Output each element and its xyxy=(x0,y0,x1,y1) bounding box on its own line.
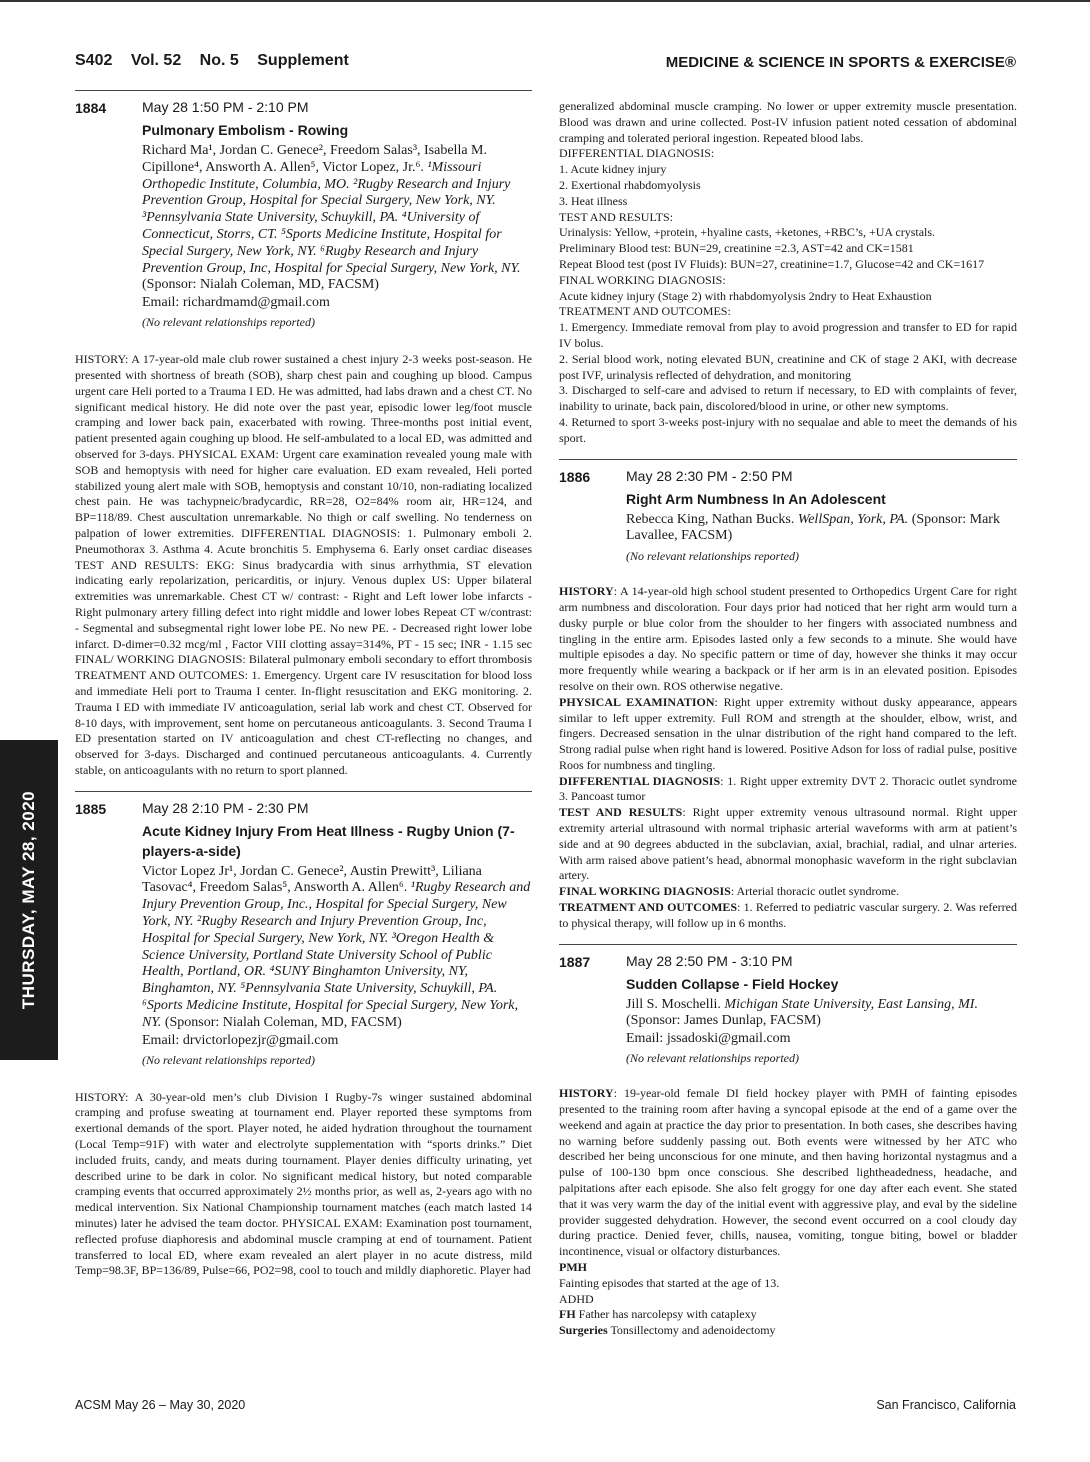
continuation-line: FINAL WORKING DIAGNOSIS: xyxy=(559,272,726,287)
affiliations: Michigan State University, East Lansing, MI. xyxy=(724,996,978,1012)
section-text: ADHD xyxy=(559,1291,594,1306)
abstract-1886-body xyxy=(559,584,1017,932)
continuation-line: 4. Returned to sport 3-weeks post-injury with no sequalae and able to meet the demands of his sport. xyxy=(559,414,1017,445)
abstract-title: Pulmonary Embolism - Rowing xyxy=(142,122,349,138)
sponsor: (Sponsor: Nialah Coleman, MD, FACSM) xyxy=(142,277,379,293)
sponsor: (Sponsor: Mark Lavallee, FACSM) xyxy=(626,511,1000,544)
body-section xyxy=(559,884,1017,900)
continuation-line: Repeat Blood test (post IV Fluids): BUN=27, creatinine=1.7, Glucose=42 and CK=1617 xyxy=(559,256,985,271)
section-text: Fainting episodes that started at the age of 13. xyxy=(559,1275,780,1290)
author-list: Richard Ma¹, Jordan C. Genece², Freedom Salas³, Isabella M. Cipillone⁴, Answorth A. Allen⁵, Victor Lopez, Jr.⁶. xyxy=(142,143,487,175)
section-text: : Right upper extremity without dusky appearance, appears similar to left upper extremity. Full ROM and strength at the shoulder, elbow, wrist, and fingers. Decreased sensation in the ulnar distribution of the right hand compared to the left. Strong radial pulse when right hand is lowered. Positive Adson for loss of radial pulse, positive Roos for numbness and tingling. xyxy=(559,694,1018,772)
top-border xyxy=(0,0,1090,2)
section-label: Surgeries xyxy=(559,1323,608,1338)
date-side-tab xyxy=(0,740,58,1060)
continuation-line: Acute kidney injury (Stage 2) with rhabdomyolysis 2ndry to Heat Exhaustion xyxy=(559,288,932,303)
section-text: : Arterial thoracic outlet syndrome. xyxy=(730,884,900,899)
section-label: HISTORY xyxy=(559,584,614,599)
continuation-line: Preliminary Blood test: BUN=29, creatinine =2.3, AST=42 and CK=1581 xyxy=(559,241,914,256)
section-label: PMH xyxy=(559,1260,587,1275)
sponsor: (Sponsor: Nialah Coleman, MD, FACSM) xyxy=(164,1014,402,1030)
section-text: Father has narcolepsy with cataplexy xyxy=(575,1307,757,1322)
continuation-line: generalized abdominal muscle cramping. No lower or upper extremity muscle presentation. Blood was drawn and urine collected. Post-IV infusion patient noted cessation of abdominal cramping and tolerated perioral ingestion. Repeated blood labs. xyxy=(559,99,1017,145)
section-text: : 1. Referred to pediatric vascular surgery. 2. Was referred to physical therapy, will follow up in 6 months. xyxy=(559,900,1017,930)
section-text: : A 14-year-old high school student presented to Orthopedics Urgent Care for right arm numbness and discoloration. Four days prior had noticed that her right arm would turn a dusky purple or blue color from the shoulder to her fingers with associated numbness and tingling in the entire arm. Episodes lasted only a few seconds to a minute. She would have multiple episodes a day. No specific pattern or time of day, however she thinks it may occur more frequently while wearing a backpack or if her arm is in an elevated position. Episodes resolve on their own. ROS otherwise negative. xyxy=(559,584,1017,693)
abstract-time: May 28 2:10 PM - 2:30 PM xyxy=(142,799,309,816)
affiliations: ¹Missouri Orthopedic Institute, Columbia, MO. ²Rugby Research and Injury Prevention Group, Hospital for Special Surgery, New York, NY. ³Pennsylvania State University, Schuykill, PA. ⁴University of Connecticut, Storrs, CT. ⁵Sports Medicine Institute, Hospital for Special Surgery, New York, NY. ⁶Rugby Research and Injury Prevention Group, Inc, Hospital for Special Surgery, New York, NY. xyxy=(142,159,521,276)
body-section xyxy=(559,1276,1017,1292)
footer-location: San Francisco, California xyxy=(876,1398,1016,1412)
section-label: PHYSICAL EXAMINATION xyxy=(559,694,715,709)
continuation-line: 3. Discharged to self-care and advised to return if necessary, to ED with complaints of fever, inability to urinate, back pain, discolored/blood in urine, or other new symptoms. xyxy=(559,383,1017,414)
affiliations: ¹Rugby Research and Injury Prevention Group, Inc., Hospital for Special Surgery, New York, NY. ²Rugby Research and Injury Prevention Group, Inc, Hospital for Special Surgery, New York, NY. ³Oregon Health & Science University, Portland State University School of Public Health, Portland, OR. ⁴SUNY Binghamton University, NY, Binghamton, NY. ⁵Pennsylvania State University, Schuykill, PA. ⁶Sports Medicine Institute, Hospital for Special Surgery, New York, NY. xyxy=(142,880,531,1030)
disclosure-note: (No relevant relationships reported) xyxy=(626,549,799,564)
body-section xyxy=(559,900,1017,932)
continuation-line: DIFFERENTIAL DIAGNOSIS: xyxy=(559,146,715,161)
section-label: TEST AND RESULTS xyxy=(559,805,683,820)
sponsor: (Sponsor: James Dunlap, FACSM) xyxy=(626,1013,821,1029)
body-section xyxy=(559,584,1017,695)
section-label: FH xyxy=(559,1307,576,1322)
continuation-line: Urinalysis: Yellow, +protein, +hyaline casts, +ketones, +RBC’s, +UA crystals. xyxy=(559,225,936,240)
abstract-number: 1884 xyxy=(75,100,107,116)
left-column xyxy=(75,90,532,1279)
abstract-authors xyxy=(142,864,532,1032)
abstract-number: 1887 xyxy=(559,953,591,970)
abstract-1884-header xyxy=(75,99,532,330)
body-section xyxy=(559,1086,1017,1260)
author-email: Email: richardmamd@gmail.com xyxy=(142,295,330,311)
abstract-1885-continuation xyxy=(559,99,1017,447)
right-column xyxy=(559,99,1017,1339)
author-list: Rebecca King, Nathan Bucks. xyxy=(626,511,795,527)
continuation-line: TREATMENT AND OUTCOMES: xyxy=(559,304,731,319)
body-section xyxy=(559,695,1017,774)
page-number: S402 xyxy=(75,52,113,69)
abstract-1887-body xyxy=(559,1086,1017,1339)
body-section xyxy=(559,774,1017,806)
body-section xyxy=(559,1260,1017,1276)
side-tab-date: THURSDAY, MAY 28, 2020 xyxy=(19,790,38,1010)
abstract-authors xyxy=(626,512,1017,546)
section-text: Tonsillectomy and adenoidectomy xyxy=(607,1323,776,1338)
abstract-1884-body: HISTORY: A 17-year-old male club rower sustained a chest injury 2-3 weeks post-season. He presented with shortness of breath (SOB), sharp chest pain and coughing up blood. Campus urgent care Heli ported to a Trauma I ED. He was admitted, had labs drawn and a chest CT. No significant medical history. He did note over the past year, episodic lower leg/foot muscle cramping and lower back pain, exacerbated with rowing. Three-months post initial event, patient presented again coughing up blood. He self-ambulated to a local ED, was admitted and observed for 3-days. PHYSICAL EXAM: Urgent care examination revealed young male with SOB and hemoptysis with need for higher care evaluation. ED exam revealed, Heli ported stabilized young alert male with SOB, hemoptysis and constant 10/10, non-radiating localized chest pain. He was tachypneic/bradycardic, RR=28, O2=84% room air, HR=124, and BP=118/89. Chest auscultation unremarkable. No thigh or calf swelling. No tenderness on palpation of lower extremities. DIFFERENTIAL DIAGNOSIS: 1. Pulmonary emboli 2. Pneumothorax 3. Asthma 4. Acute bronchitis 5. Emphysema 6. Early onset cardiac diseases TEST AND RESULTS: EKG: Sinus bradycardia with sinus arrhythmia, ST elevation indicating early repolarization, pericarditis, or injury. Venous duplex US: Upper bilateral extremities was unremarkable. Chest CT w/ contrast: - Right and Left lower lobe infarcts - Right pulmonary artery filling defect into right middle and lower lobes Repeat CT w/contrast: - Segmental and subsegmental right lower lobe PE. No new PE. - Decreased right lower lobe infarct. D-dimer=0.32 mcg/ml , Factor VIII clotting assay=314%, PT - 15 sec; INR - 1.15 sec FINAL/ WORKING DIAGNOSIS: Bilateral pulmonary emboli secondary to effort thrombosis TREATMENT AND OUTCOMES: 1. Emergency. Urgent care IV resuscitation for blood loss and immediate Heli port to Trauma I center. In-flight resuscitation and EKG monitoring. 2. Trauma I ED with immediate IV anticoagulation, serial lab work and chest CT. Observed for 8-10 days, with improvement, sent home on percutaneous anticoagulants. 3. Second Trauma I ED presentation started on IV anticoagulation and chest CT-reflecting no changes, and observed for 3-days. Discharged and continued percutaneous anticoagulants. 4. Currently stable, on anticoagulants with no return to sport planned. xyxy=(75,352,532,777)
abstract-authors xyxy=(626,997,1017,1031)
continuation-line: 1. Emergency. Immediate removal from play to avoid progression and transfer to ED for rapid IV bolus. xyxy=(559,320,1017,350)
running-header-left xyxy=(75,52,363,70)
abstract-time: May 28 2:30 PM - 2:50 PM xyxy=(626,467,793,484)
abstract-number: 1886 xyxy=(559,468,591,485)
disclosure-note: (No relevant relationships reported) xyxy=(142,1052,315,1067)
disclosure-note: (No relevant relationships reported) xyxy=(142,315,315,330)
abstract-divider xyxy=(559,944,1017,945)
abstract-1887-header xyxy=(559,953,1017,1067)
section-label: DIFFERENTIAL DIAGNOSIS xyxy=(559,773,721,788)
continuation-line: TEST AND RESULTS: xyxy=(559,209,674,224)
author-list: Victor Lopez Jr¹, Jordan C. Genece², Austin Prewitt³, Liliana Tasovac⁴, Freedom Salas⁵, Answorth A. Allen⁶. xyxy=(142,863,482,896)
abstract-number: 1885 xyxy=(75,800,107,817)
abstract-divider xyxy=(559,459,1017,460)
body-section xyxy=(559,1292,1017,1308)
abstract-divider xyxy=(75,90,532,91)
abstract-1885-header xyxy=(75,800,532,1068)
abstract-time: May 28 2:50 PM - 3:10 PM xyxy=(626,952,793,969)
body-section xyxy=(559,1307,1017,1323)
abstract-divider xyxy=(75,791,532,792)
footer-conference: ACSM May 26 – May 30, 2020 xyxy=(75,1398,246,1412)
abstract-title: Acute Kidney Injury From Heat Illness - Rugby Union (7-players-a-side) xyxy=(142,822,515,859)
abstract-1885-body: HISTORY: A 30-year-old men’s club Division I Rugby-7s winger sustained abdominal cramping and profuse sweating at tournament end. Player reported these symptoms from exertional demands of the sport. Player noted, he aided hydration throughout the tournament (Local Temp=91F) with water and electrolyte supplementation with “sports drinks.” Diet included fruits, candy, and meats during tournament. Player denies difficulty urinating, yet described urine to be dark in color. No significant medical history, but noted comparable cramping events that occurred approximately 2½ months prior, as well as, 2-years ago with no medical intervention. Six National Championship tournament matches (each match lasted 14 minutes) later he advised the team doctor. PHYSICAL EXAM: Examination post tournament, reflected profuse diaphoresis and abdominal muscle cramping at end of tournament. Patient transferred to local ED, where exam revealed an alert player in no acute distress, mild Temp=98.3F, BP=136/89, Pulse=66, PO2=98, cool to touch and mildly diaphoretic. Player had xyxy=(75,1089,532,1278)
section-text: : 19-year-old female DI field hockey player with PMH of fainting episodes presented to the training room after having a syncopal episode at the end of a game over the weekend and again at practice the day prior to presentation. In both cases, she describes having no warning before suddenly passing out. Both events were witnessed by her ATC who described her being unconscious for one minute, and then having horizontal nystagmus and a pulse of 100-130 bpm once conscious. She described lightheadedness, headache, and palpitations after each episode. She also felt groggy for one day after each event. She stated that it was very warm the day of the initial event with aggressive play, and eval by the sideline provider suggested dehydration. However, the second event occurred on a cool cloudy day during practice. Denied fever, chills, nausea, vomiting, tongue biting, bowel or bladder incontinence, visual or olfactory disturbances. xyxy=(559,1086,1017,1259)
section-label: TREATMENT AND OUTCOMES xyxy=(559,900,738,915)
body-section xyxy=(559,805,1017,884)
section-label: FINAL WORKING DIAGNOSIS xyxy=(559,884,731,899)
body-section xyxy=(559,1323,1017,1339)
author-list: Jill S. Moschelli. xyxy=(626,996,721,1012)
journal-title: MEDICINE & SCIENCE IN SPORTS & EXERCISE® xyxy=(665,54,1016,71)
section-text: : Right upper extremity venous ultrasound normal. Right upper extremity arterial ultrasound with normal triphasic arterial waveforms with arm at patient’s side and at 90 degrees abducted in the subclavian, axial, brachial, radial, and ulnar arteries. With arm raised above patient’s head, abnormal monophasic waveform in the right subclavian artery. xyxy=(559,805,1017,883)
section-label: HISTORY xyxy=(559,1086,614,1101)
author-email: Email: jssadoski@gmail.com xyxy=(626,1031,791,1047)
affiliations: WellSpan, York, PA. xyxy=(797,511,909,527)
abstract-authors xyxy=(142,143,532,294)
section-text: : 1. Right upper extremity DVT 2. Thoracic outlet syndrome 3. Pancoast tumor xyxy=(559,773,1017,804)
abstract-title: Right Arm Numbness In An Adolescent xyxy=(626,490,886,507)
volume: Vol. 52 xyxy=(130,52,182,69)
continuation-line: 3. Heat illness xyxy=(559,193,628,208)
supplement-label: Supplement xyxy=(257,52,349,69)
continuation-line: 2. Serial blood work, noting elevated BUN, creatinine and CK of stage 2 AKI, with decrease post IVF, urinalysis reflected of dehydration, and monitoring xyxy=(559,351,1017,382)
continuation-line: 1. Acute kidney injury xyxy=(559,162,667,177)
abstract-1886-header xyxy=(559,468,1017,565)
abstract-title: Sudden Collapse - Field Hockey xyxy=(626,975,839,992)
issue-number: No. 5 xyxy=(199,52,239,69)
abstract-time: May 28 1:50 PM - 2:10 PM xyxy=(142,99,309,115)
disclosure-note: (No relevant relationships reported) xyxy=(626,1051,799,1066)
continuation-line: 2. Exertional rhabdomyolysis xyxy=(559,177,701,192)
author-email: Email: drvictorlopezjr@gmail.com xyxy=(142,1032,339,1048)
